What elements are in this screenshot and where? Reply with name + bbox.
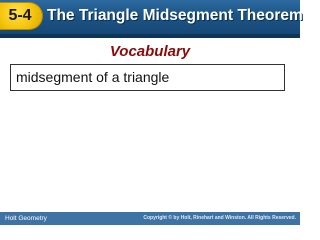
lesson-number: 5-4 (8, 7, 32, 24)
lesson-badge (0, 2, 43, 30)
slide-footer (0, 212, 300, 225)
vocabulary-box (10, 64, 285, 91)
header-divider (0, 34, 300, 38)
copyright-notice: Copyright © by Holt, Rinehart and Winston. All Rights Reserved. (143, 215, 296, 221)
vocabulary-heading: Vocabulary (109, 43, 191, 60)
slide-header (0, 0, 303, 34)
vocabulary-term: midsegment of a triangle (16, 69, 170, 85)
publisher-label: Holt Geometry (5, 215, 47, 222)
slide-title: The Triangle Midsegment Theorem (47, 7, 303, 24)
